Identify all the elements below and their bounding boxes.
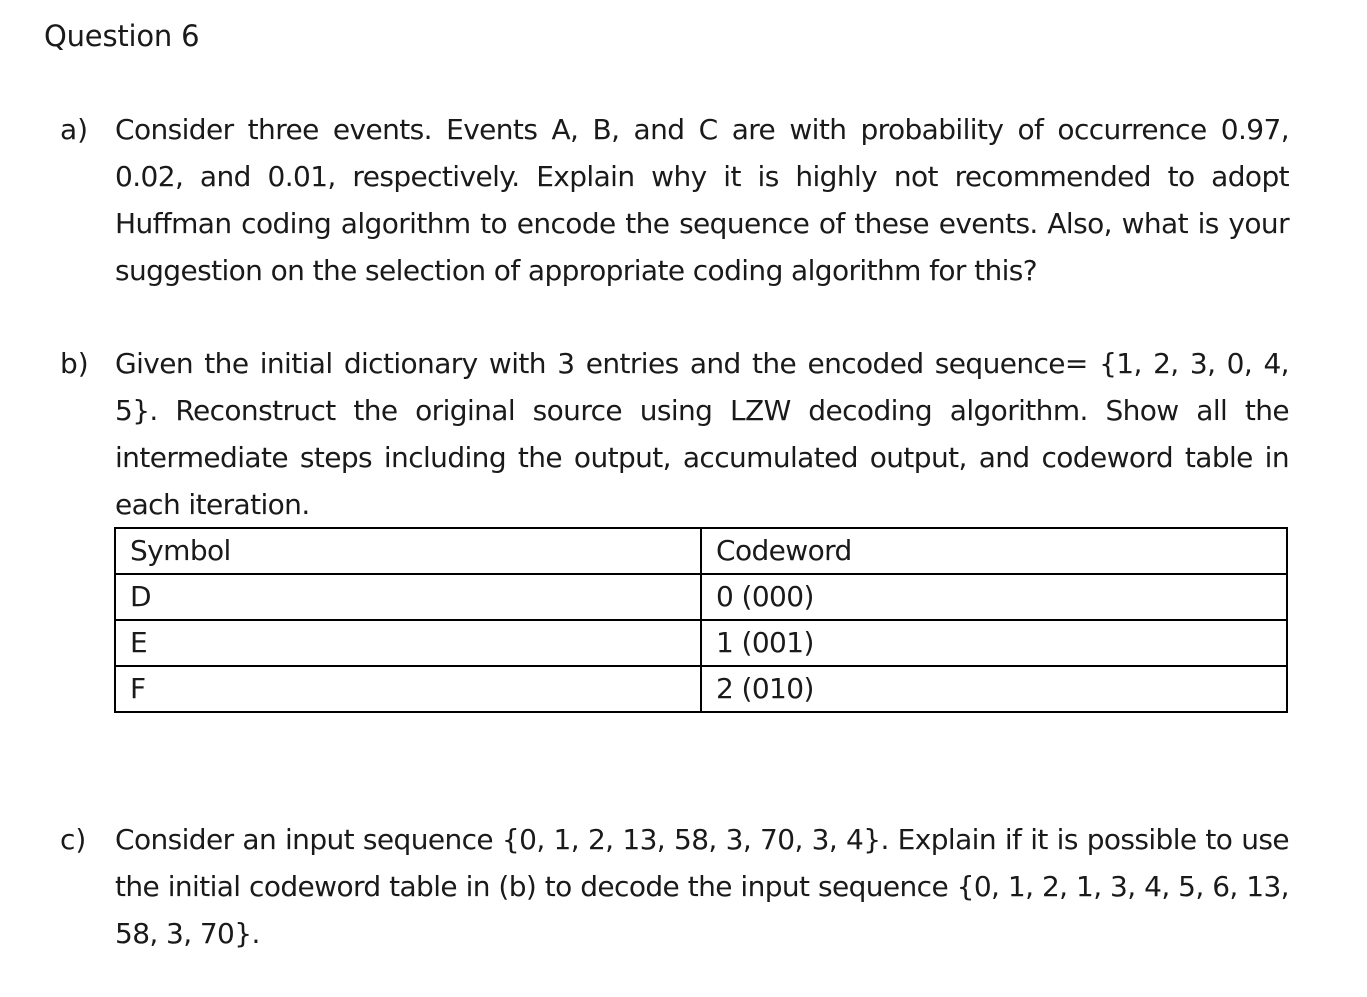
table-header-row <box>115 528 1287 574</box>
part-a-text: Consider three events. Events A, B, and C are with probability of occurrence 0.97, 0.02, and 0.01, respectively. Explain why it is highly not recommended to adopt Huffman coding algorithm to encode the sequence of these events. Also, what is your suggestion on the selection of appropriate coding algorithm for this? <box>115 113 1289 287</box>
table-cell-codeword: 1 (001) <box>701 620 1287 666</box>
table-cell-symbol: E <box>115 620 701 666</box>
part-c-text: Consider an input sequence {0, 1, 2, 13, 58, 3, 70, 3, 4}. Explain if it is possible to use the initial codeword table in (b) to decode the input sequence {0, 1, 2, 1, 3, 4, 5, 6, 13, 58, 3, 70}. <box>115 823 1289 950</box>
part-b-text: Given the initial dictionary with 3 entries and the encoded sequence= {1, 2, 3, 0, 4, 5}. Reconstruct the original source using LZW decoding algorithm. Show all the intermediate steps including the output, accumulated output, and codeword table in each iteration. <box>115 347 1289 521</box>
table-header-codeword: Codeword <box>701 528 1287 574</box>
table-cell-codeword: 0 (000) <box>701 574 1287 620</box>
table-cell-symbol: D <box>115 574 701 620</box>
table-header-symbol: Symbol <box>115 528 701 574</box>
table-row <box>115 620 1287 666</box>
table-row <box>115 666 1287 712</box>
table-cell-codeword: 2 (010) <box>701 666 1287 712</box>
part-b-label: b) <box>60 347 89 380</box>
question-title: Question 6 <box>44 19 200 53</box>
table-cell-symbol: F <box>115 666 701 712</box>
codeword-table <box>114 527 1288 713</box>
part-c-label: c) <box>60 823 87 856</box>
table-row <box>115 574 1287 620</box>
part-a-label: a) <box>60 113 89 146</box>
